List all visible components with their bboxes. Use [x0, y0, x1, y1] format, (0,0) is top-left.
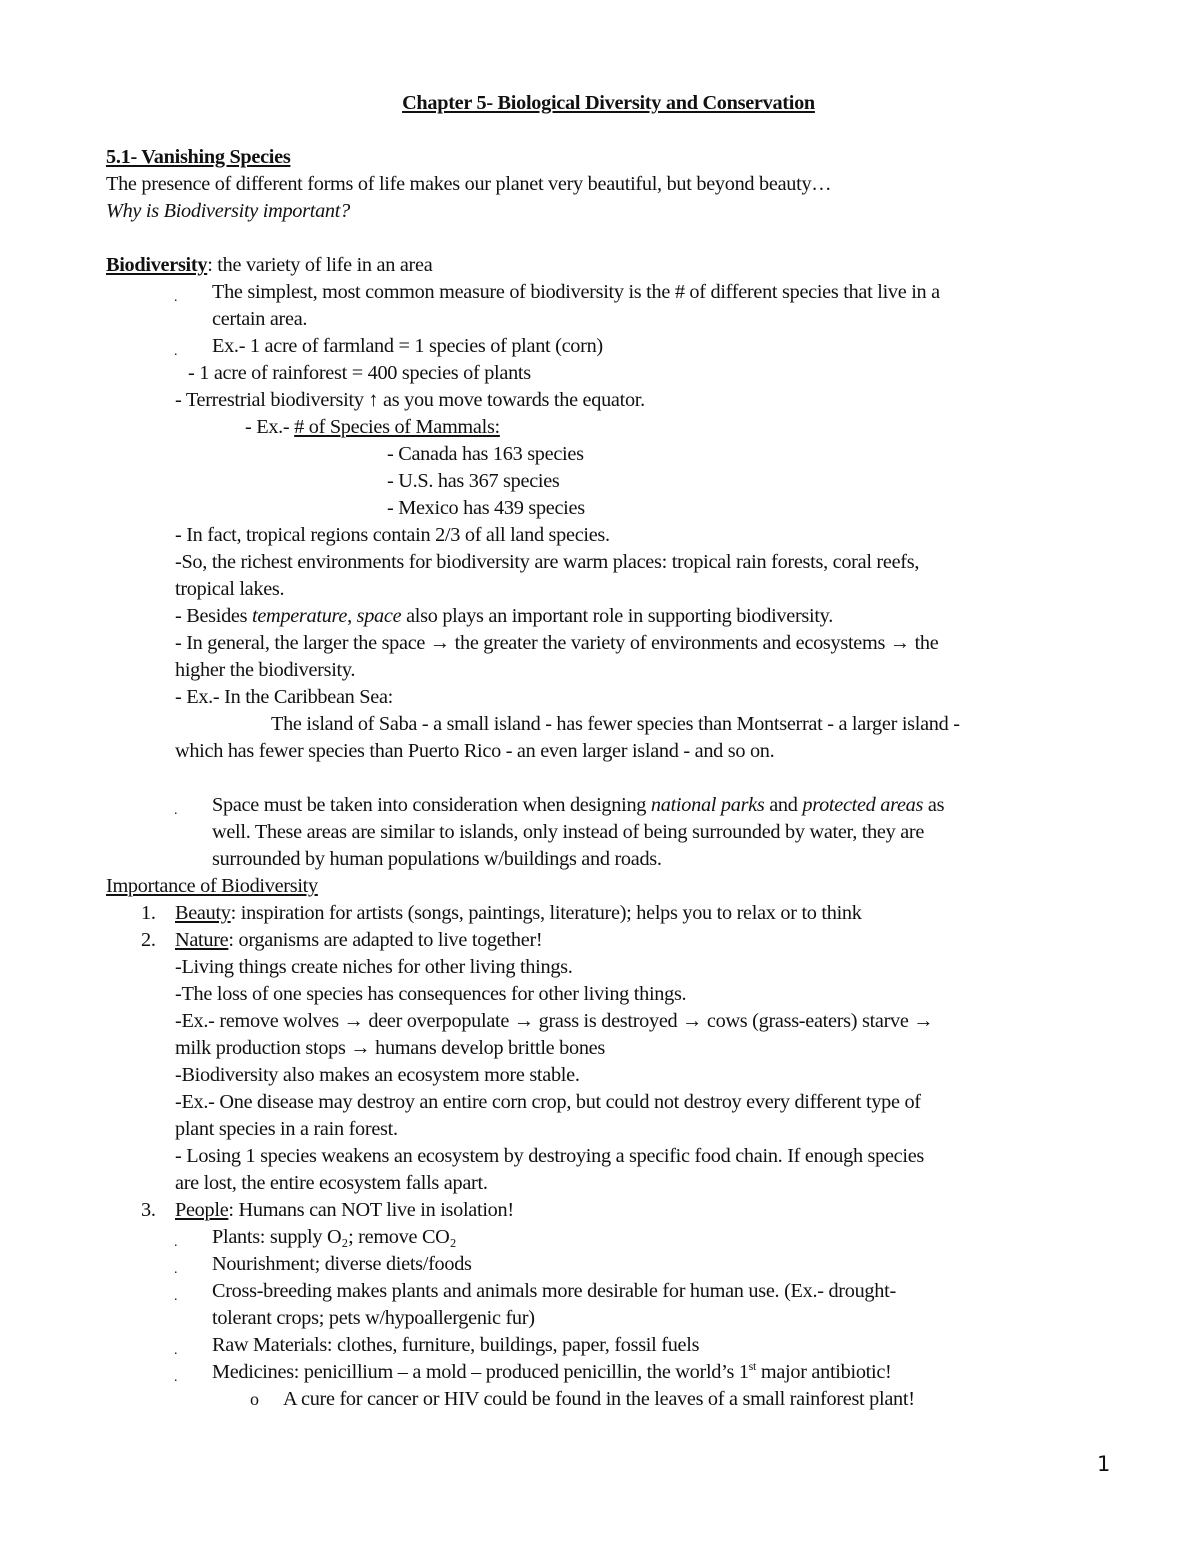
bullet-marker: .: [174, 1235, 178, 1250]
people-text: : Humans can NOT live in isolation!: [228, 1199, 514, 1221]
sub-bullet-marker: o: [250, 1389, 259, 1409]
cure-note: A cure for cancer or HIV could be found in the leaves of a small rainforest plant!: [283, 1388, 915, 1410]
space-post: as: [923, 794, 945, 816]
space-line-2: well. These areas are similar to islands, only instead of being surrounded by water, they are: [212, 821, 925, 843]
biodiversity-bullet-2: Ex.- 1 acre of farmland = 1 species of plant (corn): [212, 335, 603, 357]
nature-text: : organisms are adapted to live together!: [228, 929, 543, 951]
page-number: 1: [1097, 1452, 1111, 1476]
terrestrial-note: - Terrestrial biodiversity ↑ as you move towards the equator.: [175, 389, 645, 411]
biodiversity-term: Biodiversity: [106, 254, 208, 276]
mammals-example-prefix: - Ex.-: [245, 416, 295, 438]
space-and: and: [764, 794, 803, 816]
nature-line: -Biodiversity also makes an ecosystem more stable.: [175, 1064, 580, 1086]
saba-line-1: The island of Saba - a small island - has fewer species than Montserrat - a larger island -: [271, 713, 960, 735]
nature-line: plant species in a rain forest.: [175, 1118, 398, 1140]
biodiversity-bullet-1-line-2: certain area.: [212, 308, 308, 330]
section-heading: 5.1- Vanishing Species: [106, 146, 291, 168]
people-bullet-continuation: tolerant crops; pets w/hypoallergenic fur): [212, 1307, 535, 1329]
list-number: 2.: [141, 929, 156, 951]
biodiversity-bullet-1-line-1: The simplest, most common measure of biodiversity is the # of different species that live in a: [212, 281, 940, 303]
besides-mid: ,: [347, 605, 357, 627]
caribbean-example: - Ex.- In the Caribbean Sea:: [175, 686, 393, 708]
bullet-marker: .: [174, 1262, 178, 1277]
besides-pre: - Besides: [175, 605, 252, 627]
bullet-marker: .: [174, 803, 178, 818]
nature-item: [175, 927, 542, 954]
mammals-item: - U.S. has 367 species: [387, 470, 560, 492]
richest-line-2: tropical lakes.: [175, 578, 285, 600]
mammals-example-label: # of Species of Mammals:: [294, 416, 500, 438]
bullet-marker: .: [174, 344, 178, 359]
page-title: Chapter 5- Biological Diversity and Conservation: [402, 92, 815, 114]
section-question: Why is Biodiversity important?: [106, 200, 350, 222]
bullet-marker: .: [174, 1289, 178, 1304]
mammals-example: [245, 414, 500, 441]
richest-line-1: -So, the richest environments for biodiversity are warm places: tropical rain forests, coral reefs,: [175, 551, 920, 573]
medicines-superscript: st: [748, 1359, 757, 1374]
mammals-item: - Mexico has 439 species: [387, 497, 585, 519]
nature-line: -Living things create niches for other living things.: [175, 956, 573, 978]
saba-line-2: which has fewer species than Puerto Rico - an even larger island - and so on.: [175, 740, 775, 762]
biodiversity-definition: [106, 252, 432, 279]
nature-line: -Ex.- One disease may destroy an entire corn crop, but could not destroy every different type of: [175, 1091, 921, 1113]
bullet-marker: .: [174, 290, 178, 305]
people-item: [175, 1197, 514, 1224]
medicines-bullet: [212, 1359, 891, 1386]
nature-line: -The loss of one species has consequences for other living things.: [175, 983, 687, 1005]
besides-note: [175, 603, 833, 630]
people-bullet: Plants: supply O₂; remove CO₂: [212, 1226, 457, 1248]
space-national-parks: national parks: [650, 794, 765, 816]
space-protected-areas: protected areas: [802, 794, 924, 816]
general-line-1: - In general, the larger the space → the greater the variety of environments and ecosystems → the: [175, 632, 939, 654]
nature-line: are lost, the entire ecosystem falls apart.: [175, 1172, 488, 1194]
list-number: 3.: [141, 1199, 156, 1221]
beauty-term: Beauty: [175, 902, 231, 924]
space-line-1: [212, 792, 944, 819]
biodiversity-definition-text: : the variety of life in an area: [207, 254, 433, 276]
importance-heading: Importance of Biodiversity: [106, 875, 318, 897]
beauty-text: : inspiration for artists (songs, paintings, literature); helps you to relax or to think: [230, 902, 862, 924]
medicines-post: major antibiotic!: [756, 1361, 892, 1383]
nature-line: -Ex.- remove wolves → deer overpopulate → grass is destroyed → cows (grass-eaters) starve →: [175, 1010, 934, 1032]
besides-temperature: temperature: [252, 605, 348, 627]
people-term: People: [175, 1199, 229, 1221]
people-bullet: Cross-breeding makes plants and animals more desirable for human use. (Ex.- drought-: [212, 1280, 896, 1302]
besides-space: space: [356, 605, 402, 627]
bullet-marker: .: [174, 1370, 178, 1385]
nature-line: - Losing 1 species weakens an ecosystem by destroying a specific food chain. If enough species: [175, 1145, 925, 1167]
bullet-marker: .: [174, 1343, 178, 1358]
section-intro: The presence of different forms of life makes our planet very beautiful, but beyond beauty…: [106, 173, 832, 195]
tropical-note: - In fact, tropical regions contain 2/3 of all land species.: [175, 524, 610, 546]
space-line-3: surrounded by human populations w/buildings and roads.: [212, 848, 662, 870]
beauty-item: [175, 900, 862, 927]
people-bullet: Raw Materials: clothes, furniture, buildings, paper, fossil fuels: [212, 1334, 700, 1356]
besides-post: also plays an important role in supporting biodiversity.: [401, 605, 833, 627]
list-number: 1.: [141, 902, 156, 924]
biodiversity-bullet-2-sub: - 1 acre of rainforest = 400 species of plants: [188, 362, 531, 384]
mammals-item: - Canada has 163 species: [387, 443, 584, 465]
nature-line: milk production stops → humans develop brittle bones: [175, 1037, 605, 1059]
general-line-2: higher the biodiversity.: [175, 659, 356, 681]
medicines-pre: Medicines: penicillium – a mold – produced penicillin, the world’s 1: [212, 1361, 749, 1383]
nature-term: Nature: [175, 929, 229, 951]
people-bullet: Nourishment; diverse diets/foods: [212, 1253, 472, 1275]
space-pre: Space must be taken into consideration when designing: [212, 794, 651, 816]
